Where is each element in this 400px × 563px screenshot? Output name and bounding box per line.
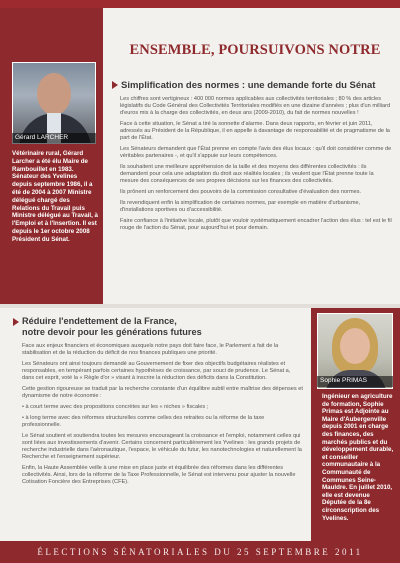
section2-paragraph: Enfin, la Haute Assemblée veille à une mise en place juste et équilibrée des réformes dans les différentes collectivités. Ainsi, lors de la réforme de la Taxe Professionnelle, le Sénat est intervenu pour ajuster la nouvelle Cotisation Foncière des Entreprises (CFE). (22, 465, 296, 485)
footer-banner: ÉLECTIONS SÉNATORIALES DU 25 SEPTEMBRE 2011 (0, 541, 400, 563)
section1-paragraph: Les chiffres sont vertigineux : 400 000 normes applicables aux collectivités territoriales ; 80 % des articles législatifs du Code Général des Collectivités Territoriales modifiés en une dizaine d'années ; plus d'un milliard d'euros mis à la charge des collectivités, en deux ans (2009-2010), du fait de normes nouvelles ! (120, 96, 391, 116)
section1-body (120, 96, 392, 236)
larcher-portrait (12, 62, 96, 144)
top-band (0, 0, 400, 8)
section2-bullet: • à court terme avec des propositions concrètes sur les « niches » fiscales ; (22, 404, 209, 410)
section2-paragraph: Les Sénateurs ont ainsi toujours demandé au Gouvernement de fixer des objectifs budgétaires réalistes et responsables, en tempérant parfois certaines hypothèses de croissance, par souci de prudence. Le Sénat a, dans cet esprit, voté la « Règle d'or » visant à inscrire la réduction des déficits dans la Constitution. (22, 361, 291, 381)
section1-paragraph: Face à cette situation, le Sénat a tiré la sonnette d'alarme. Dans deux rapports, en février et juin 2011, adressés au Président de la République, il en appelle à davantage de responsabilité et de pragmatisme de la part de l'État. (120, 121, 390, 141)
section2-heading (13, 316, 313, 338)
arrow-right-icon (112, 81, 118, 89)
section2-title-line2: notre devoir pour les générations futures (22, 327, 202, 337)
section2-paragraph: Le Sénat soutient et soutiendra toutes les mesures encourageant la croissance et l'emploi, notamment celles qui sont liées aux investissements d'avenir. Certains concernent particulièrement les Yvelines : les grands projets de recherche industrielle dans l'aéronautique, l'espace, le véhicule du futur, les nanotechnologies et naturellement la Recherche et l'enseignement supérieur. (22, 433, 302, 460)
section1-paragraph: Ils prônent un renforcement des pouvoirs de la commission consultative d'évaluation des normes. (120, 189, 362, 195)
primas-bio: Ingénieur en agriculture de formation, Sophie Primas est Adjointe au Maire d'Aubergenville depuis 2001 en charge des finances, des marchés publics et du développement durable, et conseiller communautaire à la Communauté de Communes Seine-Mauldre. En juillet 2010, elle est devenue Députée de la 8e circonscription des Yvelines. (322, 393, 394, 522)
section2-title-line1: Réduire l'endettement de la France, (22, 316, 177, 326)
section2-body (22, 343, 303, 490)
section2-paragraph: Face aux enjeux financiers et économiques auxquels notre pays doit faire face, le Parlement a fait de la stabilisation et de la réduction du déficit de nos finances publiques une priorité. (22, 343, 279, 356)
larcher-bio: Vétérinaire rural, Gérard Larcher a été élu Maire de Rambouillet en 1983. Sénateur des Yvelines depuis septembre 1986, il a été de 2004 à 2007 Ministre délégué chargé des Relations du Travail puis Ministre délégué au Travail, à l'Emploi et à l'Insertion. Il est depuis le 1er octobre 2008 Président du Sénat. (12, 150, 98, 243)
section2-paragraph: Cette gestion rigoureuse se traduit par la recherche constante d'un équilibre subtil entre maîtrise des dépenses et dynamisme de notre économie : (22, 386, 303, 399)
section2-bullet: • à long terme avec des réformes structurelles comme celles des retraites ou la réforme de la taxe professionnelle. (22, 415, 265, 428)
arrow-right-icon (13, 318, 19, 326)
section1-paragraph: Ils souhaitent une meilleure appréhension de la taille et des moyens des différentes collectivités : ils demandent pour cela une adaptation du droit aux réalités locales ; ils veulent que l'État prenne toute la mesure des conséquences de ses propres décisions sur les finances des collectivités. (120, 164, 374, 184)
section1-heading (112, 80, 398, 91)
page-headline: ENSEMBLE, POURSUIVONS NOTRE (129, 42, 381, 58)
primas-name-caption: Sophie PRIMAS (317, 376, 393, 387)
section1-paragraph: Ils revendiquent enfin la simplification de certaines normes, par exemple en matière d'urbanisme, d'installations sportives ou d'accessibilité. (120, 200, 361, 213)
section1-title: Simplification des normes : une demande forte du Sénat (121, 80, 376, 91)
section1-paragraph: Les Sénateurs demandent que l'État prenne en compte l'avis des élus locaux : qu'il doit considérer comme de véritables partenaires -, et qu'il s'appuie sur leurs compétences. (120, 146, 392, 159)
larcher-name-caption: Gérard LARCHER (12, 133, 96, 144)
section1-paragraph: Faire confiance à l'initiative locale, plutôt que vouloir systématiquement encadrer l'action des élus : tel est le fil rouge de l'action du Sénat, pour aujourd'hui et pour demain. (120, 218, 392, 231)
